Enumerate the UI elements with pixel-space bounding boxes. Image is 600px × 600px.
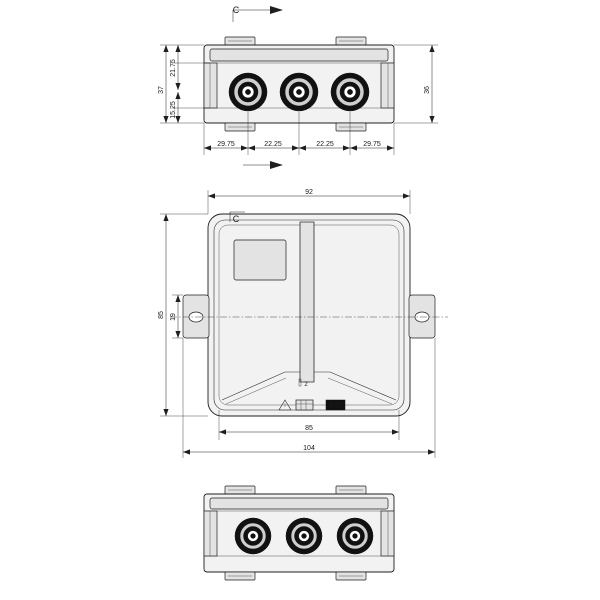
top-view bbox=[158, 5, 438, 169]
cable-gland bbox=[286, 518, 322, 554]
section-label-c-top: C bbox=[232, 5, 240, 15]
dim-top-37: 37 bbox=[158, 86, 165, 94]
ip-rating-label: IP55 bbox=[329, 404, 342, 410]
cable-gland-group-bottom bbox=[235, 518, 373, 554]
cable-gland bbox=[337, 518, 373, 554]
front-view-top-dimension bbox=[208, 189, 410, 214]
dim-top-22-25-right: 22.25 bbox=[316, 141, 334, 148]
cable-gland bbox=[235, 518, 271, 554]
dim-front-104: 104 bbox=[303, 445, 315, 452]
dim-front-19: 19 bbox=[170, 313, 177, 321]
top-view-vertical-dimensions bbox=[158, 45, 210, 123]
dim-top-29-75-right: 29.75 bbox=[363, 141, 381, 148]
dim-front-85-horiz: 85 bbox=[305, 425, 313, 432]
section-mark-c-top bbox=[233, 5, 283, 22]
front-view bbox=[158, 189, 448, 458]
ip-rating-badge bbox=[326, 400, 345, 410]
dim-top-21-75: 21.75 bbox=[170, 59, 177, 77]
cable-gland bbox=[280, 73, 318, 111]
bottom-view bbox=[204, 486, 394, 580]
top-view-right-dimension bbox=[394, 45, 438, 123]
dim-top-36: 36 bbox=[424, 86, 431, 94]
cable-gland bbox=[331, 73, 369, 111]
section-arrow-bottom bbox=[243, 161, 283, 169]
terminal-block-icon bbox=[296, 400, 313, 410]
dim-top-29-75-left: 29.75 bbox=[217, 141, 235, 148]
section-label-c-front: C bbox=[232, 214, 240, 224]
dim-top-22-25-left: 22.25 bbox=[264, 141, 282, 148]
terminal-count-label: 2 bbox=[304, 382, 308, 388]
dim-top-15-25: 15.25 bbox=[170, 101, 177, 119]
dim-front-85-vert: 85 bbox=[158, 311, 165, 319]
dim-front-92: 92 bbox=[305, 189, 313, 196]
cable-gland-group-top bbox=[229, 73, 369, 111]
cable-gland bbox=[229, 73, 267, 111]
